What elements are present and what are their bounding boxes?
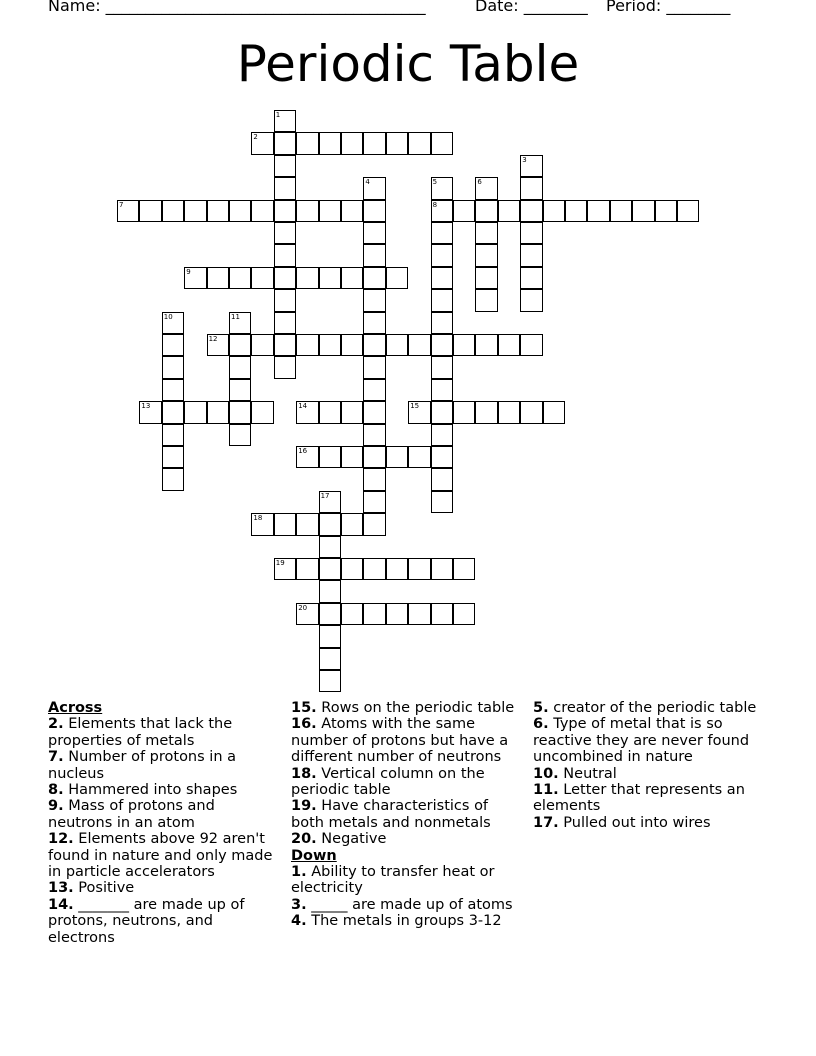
- crossword-cell[interactable]: [475, 401, 497, 423]
- crossword-cell[interactable]: [229, 379, 251, 401]
- clue-number: 6: [477, 178, 482, 187]
- crossword-cell[interactable]: [319, 132, 341, 154]
- crossword-cell[interactable]: [386, 558, 408, 580]
- clue-number: 10: [163, 312, 173, 321]
- crossword-cell[interactable]: [632, 200, 654, 222]
- crossword-cell[interactable]: [408, 558, 430, 580]
- crossword-cell[interactable]: [386, 132, 408, 154]
- crossword-cell[interactable]: [453, 401, 475, 423]
- crossword-cell[interactable]: [341, 200, 363, 222]
- crossword-cell[interactable]: [498, 401, 520, 423]
- clue-number-label: 7.: [48, 749, 64, 766]
- date-field[interactable]: Date: ________: [475, 0, 588, 15]
- crossword-cell[interactable]: [431, 312, 453, 334]
- crossword-cell[interactable]: [319, 603, 341, 625]
- crossword-cell[interactable]: [162, 356, 184, 378]
- crossword-cell[interactable]: [475, 289, 497, 311]
- clue-number-label: 18.: [291, 765, 317, 782]
- crossword-cell[interactable]: [184, 401, 206, 423]
- crossword-cell[interactable]: [274, 200, 296, 222]
- crossword-cell[interactable]: [319, 648, 341, 670]
- crossword-cell[interactable]: [296, 401, 318, 423]
- crossword-cell[interactable]: [453, 558, 475, 580]
- down-clue: [533, 815, 765, 831]
- crossword-cell[interactable]: [520, 244, 542, 266]
- across-clue: [291, 831, 523, 847]
- crossword-cell[interactable]: [363, 603, 385, 625]
- crossword-cell[interactable]: [565, 200, 587, 222]
- crossword-cell[interactable]: [431, 446, 453, 468]
- crossword-cell[interactable]: [475, 200, 497, 222]
- crossword-cell[interactable]: [431, 468, 453, 490]
- clue-text: Pulled out into wires: [558, 814, 711, 831]
- crossword-cell[interactable]: [363, 289, 385, 311]
- clue-number-label: 5.: [533, 700, 549, 716]
- crossword-cell[interactable]: [319, 334, 341, 356]
- crossword-cell[interactable]: [274, 334, 296, 356]
- clue-number: 13: [141, 402, 151, 411]
- clue-text: Hammered into shapes: [63, 782, 238, 799]
- clue-text: Rows on the periodic table: [316, 700, 515, 716]
- clue-number-label: 12.: [48, 831, 74, 848]
- across-clue: [48, 749, 280, 782]
- clue-number-label: 19.: [291, 798, 317, 815]
- down-clue: [291, 913, 523, 929]
- crossword-cell[interactable]: [274, 513, 296, 535]
- clue-number-label: 10.: [533, 765, 559, 782]
- crossword-cell[interactable]: [274, 312, 296, 334]
- crossword-cell[interactable]: [431, 334, 453, 356]
- crossword-cell[interactable]: [431, 244, 453, 266]
- crossword-cell[interactable]: [431, 356, 453, 378]
- across-clue: [291, 766, 523, 799]
- crossword-cell[interactable]: [319, 580, 341, 602]
- page-title: Periodic Table: [236, 35, 580, 93]
- clue-text: _______ are made up of protons, neutrons, and electrons: [48, 896, 245, 946]
- crossword-cell[interactable]: [319, 558, 341, 580]
- clue-number-label: 3.: [291, 896, 307, 913]
- clue-number: 3: [522, 155, 527, 164]
- crossword-cell[interactable]: [207, 334, 229, 356]
- crossword-cell[interactable]: [363, 244, 385, 266]
- clue-number-label: 6.: [533, 716, 549, 733]
- clue-number-label: 1.: [291, 864, 307, 881]
- crossword-cell[interactable]: [274, 110, 296, 132]
- crossword-cell[interactable]: [296, 513, 318, 535]
- crossword-cell[interactable]: [543, 401, 565, 423]
- crossword-cell[interactable]: [319, 670, 341, 692]
- crossword-cell[interactable]: [431, 558, 453, 580]
- clue-number-label: 20.: [291, 831, 317, 848]
- clue-number-label: 9.: [48, 798, 64, 815]
- clue-text: Vertical column on the periodic table: [291, 765, 485, 799]
- crossword-cell[interactable]: [431, 200, 453, 222]
- crossword-cell[interactable]: [363, 379, 385, 401]
- crossword-cell[interactable]: [319, 401, 341, 423]
- crossword-cell[interactable]: [251, 267, 273, 289]
- clue-text: Elements that lack the properties of metals: [48, 716, 233, 749]
- crossword-cell[interactable]: [296, 267, 318, 289]
- down-clue: [291, 864, 523, 897]
- clue-number: 5: [432, 178, 438, 187]
- crossword-cell[interactable]: [431, 424, 453, 446]
- clue-text: Ability to transfer heat or electricity: [291, 864, 495, 897]
- clue-number-label: 16.: [291, 716, 317, 733]
- crossword-cell[interactable]: [453, 603, 475, 625]
- crossword-cell[interactable]: [520, 200, 542, 222]
- across-clue: [48, 782, 280, 798]
- clue-number-label: 11.: [533, 782, 559, 799]
- crossword-cell[interactable]: [475, 267, 497, 289]
- crossword-cell[interactable]: [184, 267, 206, 289]
- crossword-cell[interactable]: [319, 625, 341, 647]
- crossword-cell[interactable]: [431, 603, 453, 625]
- crossword-cell[interactable]: [341, 132, 363, 154]
- crossword-cell[interactable]: [296, 200, 318, 222]
- crossword-cell[interactable]: [363, 267, 385, 289]
- crossword-cell[interactable]: [431, 267, 453, 289]
- crossword-cell[interactable]: [296, 446, 318, 468]
- crossword-cell[interactable]: [251, 132, 273, 154]
- crossword-cell[interactable]: [296, 132, 318, 154]
- clue-text: _____ are made up of atoms: [306, 896, 513, 913]
- across-clue: [48, 716, 280, 749]
- crossword-cell[interactable]: [363, 468, 385, 490]
- crossword-cell[interactable]: [363, 334, 385, 356]
- crossword-cell[interactable]: [162, 312, 184, 334]
- across-clue: [291, 798, 523, 831]
- down-clue: [533, 716, 765, 765]
- crossword-cell[interactable]: [229, 334, 251, 356]
- crossword-cell[interactable]: [453, 200, 475, 222]
- crossword-cell[interactable]: [431, 177, 453, 199]
- crossword-cell[interactable]: [408, 603, 430, 625]
- clue-number: 19: [275, 559, 285, 567]
- crossword-cell[interactable]: [543, 200, 565, 222]
- crossword-cell[interactable]: [431, 289, 453, 311]
- crossword-cell[interactable]: [274, 289, 296, 311]
- crossword-cell[interactable]: [363, 424, 385, 446]
- clue-text: Letter that represents an elements: [533, 782, 745, 815]
- crossword-cell[interactable]: [431, 491, 453, 513]
- clue-number-label: 2.: [48, 716, 64, 733]
- across-clue: [48, 880, 280, 896]
- crossword-cell[interactable]: [677, 200, 699, 222]
- crossword-cell[interactable]: [296, 603, 318, 625]
- crossword-cell[interactable]: [341, 401, 363, 423]
- clue-number: 1: [275, 111, 281, 119]
- crossword-cell[interactable]: [274, 222, 296, 244]
- across-clue: [48, 897, 280, 946]
- crossword-cell[interactable]: [251, 334, 273, 356]
- crossword-cell[interactable]: [475, 334, 497, 356]
- crossword-cell[interactable]: [274, 558, 296, 580]
- clue-text: Atoms with the same number of protons but have a different number of neutrons: [291, 716, 509, 766]
- crossword-cell[interactable]: [296, 558, 318, 580]
- crossword-cell[interactable]: [274, 132, 296, 154]
- crossword-cell[interactable]: [207, 267, 229, 289]
- clue-text: Have characteristics of both metals and nonmetals: [291, 798, 491, 831]
- crossword-cell[interactable]: [207, 200, 229, 222]
- clue-text: Negative: [316, 831, 387, 848]
- crossword-cell[interactable]: [363, 446, 385, 468]
- crossword-cell[interactable]: [274, 356, 296, 378]
- crossword-cell[interactable]: [229, 200, 251, 222]
- clue-number: 15: [410, 402, 420, 411]
- crossword-cell[interactable]: [229, 267, 251, 289]
- across-clue: [291, 700, 523, 716]
- clue-number: 14: [298, 402, 308, 411]
- clues-column-1: [48, 700, 280, 946]
- crossword-cell[interactable]: [431, 222, 453, 244]
- crossword-cell[interactable]: [341, 603, 363, 625]
- crossword-cell[interactable]: [520, 289, 542, 311]
- crossword-cell[interactable]: [162, 468, 184, 490]
- crossword-cell[interactable]: [363, 132, 385, 154]
- crossword-cell[interactable]: [229, 356, 251, 378]
- crossword-cell[interactable]: [274, 267, 296, 289]
- crossword-cell[interactable]: [251, 401, 273, 423]
- crossword-cell[interactable]: [341, 446, 363, 468]
- down-heading: Down: [291, 847, 337, 864]
- clue-text: Mass of protons and neutrons in an atom: [48, 798, 215, 831]
- clue-text: creator of the periodic table: [548, 700, 757, 716]
- clue-text: Elements above 92 aren't found in nature and only made in particle accelerators: [48, 831, 273, 881]
- crossword-cell[interactable]: [498, 334, 520, 356]
- crossword-cell[interactable]: [341, 558, 363, 580]
- crossword-cell[interactable]: [655, 200, 677, 222]
- crossword-cell[interactable]: [386, 267, 408, 289]
- clue-number: 2: [253, 133, 258, 142]
- crossword-cell[interactable]: [139, 200, 161, 222]
- crossword-cell[interactable]: [162, 334, 184, 356]
- period-field[interactable]: Period: ________: [606, 0, 731, 15]
- crossword-cell[interactable]: [610, 200, 632, 222]
- crossword-cell[interactable]: [229, 401, 251, 423]
- down-clue: [533, 766, 765, 782]
- crossword-cell[interactable]: [453, 334, 475, 356]
- crossword-cell[interactable]: [117, 200, 139, 222]
- crossword-cell[interactable]: [363, 491, 385, 513]
- crossword-cell[interactable]: [498, 200, 520, 222]
- clue-number: 17: [320, 491, 330, 500]
- crossword-cell[interactable]: [363, 177, 385, 199]
- crossword-cell[interactable]: [274, 244, 296, 266]
- crossword-cell[interactable]: [229, 312, 251, 334]
- crossword-cell[interactable]: [363, 200, 385, 222]
- clue-number: 18: [253, 514, 263, 523]
- crossword-cell[interactable]: [386, 334, 408, 356]
- clue-number-label: 17.: [533, 814, 559, 831]
- clue-number: 8: [432, 200, 438, 209]
- crossword-cell[interactable]: [386, 603, 408, 625]
- crossword-cell[interactable]: [520, 222, 542, 244]
- down-clue: [291, 897, 523, 913]
- crossword-cell[interactable]: [162, 446, 184, 468]
- crossword-cell[interactable]: [296, 334, 318, 356]
- crossword-cell[interactable]: [520, 401, 542, 423]
- crossword-cell[interactable]: [229, 424, 251, 446]
- clue-number: 20: [298, 603, 308, 612]
- crossword-cell[interactable]: [274, 155, 296, 177]
- clue-text: Positive: [73, 880, 135, 897]
- name-field[interactable]: Name: ________________________________________: [48, 0, 426, 15]
- crossword-cell[interactable]: [386, 446, 408, 468]
- across-clue: [48, 831, 280, 880]
- clue-number-label: 13.: [48, 880, 74, 897]
- crossword-cell[interactable]: [363, 356, 385, 378]
- clues-column-3: [533, 700, 765, 831]
- clue-number: 12: [208, 335, 218, 343]
- crossword-cell[interactable]: [520, 177, 542, 199]
- crossword-cell[interactable]: [520, 155, 542, 177]
- crossword-cell[interactable]: [162, 379, 184, 401]
- clue-number: 11: [231, 312, 240, 321]
- crossword-cell[interactable]: [207, 401, 229, 423]
- clue-text: Number of protons in a nucleus: [48, 749, 237, 782]
- clue-text: Neutral: [558, 765, 617, 782]
- clue-number: 16: [298, 447, 308, 455]
- crossword-cell[interactable]: [319, 491, 341, 513]
- crossword-cell[interactable]: [139, 401, 161, 423]
- crossword-cell[interactable]: [319, 200, 341, 222]
- clue-number-label: 8.: [48, 782, 64, 799]
- crossword-cell[interactable]: [408, 334, 430, 356]
- crossword-cell[interactable]: [162, 424, 184, 446]
- crossword-cell[interactable]: [184, 200, 206, 222]
- crossword-cell[interactable]: [319, 513, 341, 535]
- crossword-cell[interactable]: [363, 558, 385, 580]
- across-heading: Across: [48, 700, 103, 716]
- crossword-cell[interactable]: [520, 334, 542, 356]
- crossword-cell[interactable]: [408, 401, 430, 423]
- clue-number: 9: [186, 267, 191, 276]
- crossword-cell[interactable]: [408, 446, 430, 468]
- crossword-cell[interactable]: [408, 132, 430, 154]
- across-clue: [48, 798, 280, 831]
- crossword-cell[interactable]: [251, 200, 273, 222]
- clue-number-label: 15.: [291, 700, 317, 716]
- down-clue: [533, 700, 765, 716]
- crossword-cell[interactable]: [363, 312, 385, 334]
- clue-text: The metals in groups 3-12: [306, 913, 502, 930]
- crossword-cell[interactable]: [431, 379, 453, 401]
- crossword-cell[interactable]: [319, 446, 341, 468]
- crossword-cell[interactable]: [363, 513, 385, 535]
- crossword-cell[interactable]: [162, 200, 184, 222]
- down-clue: [533, 782, 765, 815]
- clue-number-label: 14.: [48, 896, 74, 913]
- crossword-cell[interactable]: [475, 177, 497, 199]
- crossword-cell[interactable]: [587, 200, 609, 222]
- crossword-cell[interactable]: [319, 536, 341, 558]
- crossword-cell[interactable]: [341, 334, 363, 356]
- clue-text: Type of metal that is so reactive they are never found uncombined in nature: [533, 716, 750, 766]
- crossword-cell[interactable]: [319, 267, 341, 289]
- crossword-cell[interactable]: [341, 267, 363, 289]
- crossword-cell[interactable]: [475, 244, 497, 266]
- crossword-cell[interactable]: [431, 132, 453, 154]
- crossword-cell[interactable]: [363, 401, 385, 423]
- crossword-cell[interactable]: [162, 401, 184, 423]
- clues-column-2: [291, 700, 523, 930]
- clue-number-label: 4.: [291, 913, 307, 930]
- crossword-cell[interactable]: [363, 222, 385, 244]
- across-clue: [291, 716, 523, 765]
- crossword-cell[interactable]: [274, 177, 296, 199]
- crossword-cell[interactable]: [475, 222, 497, 244]
- crossword-cell[interactable]: [520, 267, 542, 289]
- crossword-cell[interactable]: [251, 513, 273, 535]
- crossword-cell[interactable]: [341, 513, 363, 535]
- clue-number: 7: [119, 200, 124, 209]
- clue-number: 4: [365, 178, 370, 187]
- crossword-cell[interactable]: [431, 401, 453, 423]
